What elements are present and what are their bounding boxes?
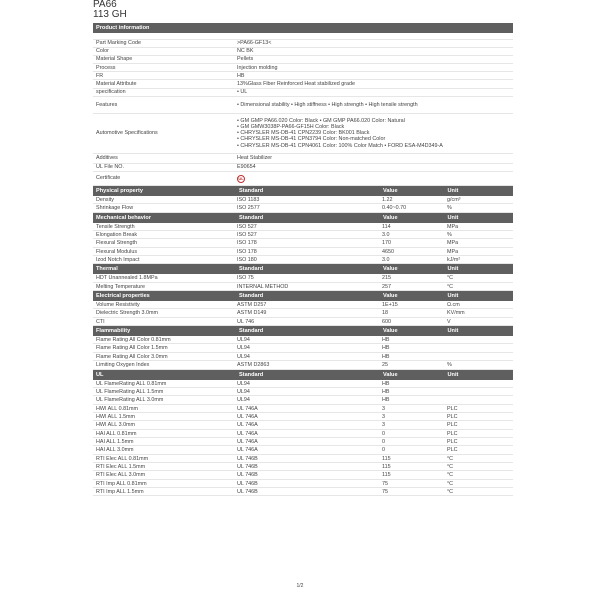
section-header bbox=[93, 370, 513, 380]
property-row bbox=[93, 455, 513, 463]
property-value: 0 bbox=[382, 438, 385, 445]
property-unit: V bbox=[447, 318, 451, 325]
info-label: Process bbox=[93, 64, 234, 72]
automotive-spec-line: • CHRYSLER MS-DB-41 CPN3794 Color: Non-matched Color bbox=[237, 136, 386, 143]
product-information-header bbox=[93, 23, 513, 33]
section-header bbox=[93, 264, 513, 274]
property-row bbox=[93, 353, 513, 361]
section-title: Mechanical behavior bbox=[96, 214, 152, 221]
property-name: UL FlameRating ALL 0.81mm bbox=[96, 380, 167, 387]
property-row bbox=[93, 396, 513, 404]
property-name: UL FlameRating ALL 1.5mm bbox=[96, 388, 164, 395]
property-name: Shrinkage Flow bbox=[96, 205, 134, 212]
info-value: >PA66-GF13< bbox=[234, 39, 513, 47]
property-row bbox=[93, 274, 513, 282]
property-name: HAI ALL 0.81mm bbox=[96, 430, 137, 437]
automotive-specs bbox=[234, 113, 513, 153]
column-header-unit: Unit bbox=[447, 188, 459, 194]
property-value: 18 bbox=[382, 310, 388, 317]
property-unit: PLC bbox=[447, 422, 458, 429]
property-value: 4650 bbox=[382, 248, 394, 255]
info-row bbox=[93, 88, 513, 96]
property-unit: °C bbox=[447, 488, 454, 495]
property-standard: ISO 180 bbox=[237, 257, 257, 264]
property-name: HDT Unannealed 1.8MPa bbox=[96, 275, 158, 282]
section-title: Product information bbox=[96, 25, 150, 31]
property-name: Volume Resistivity bbox=[96, 302, 140, 309]
page-number: 1/2 bbox=[296, 583, 304, 589]
property-standard: UL 746B bbox=[237, 488, 258, 495]
document-subtitle: 113 GH bbox=[93, 9, 127, 20]
property-name: RTI Elec ALL 0.81mm bbox=[96, 455, 149, 462]
column-header-value: Value bbox=[382, 328, 398, 335]
column-header-value: Value bbox=[382, 266, 398, 273]
section-title: Physical property bbox=[96, 188, 143, 194]
column-header-standard: Standard bbox=[238, 293, 264, 300]
property-name: Flame Rating All Color 0.81mm bbox=[96, 337, 171, 344]
property-unit: KV/mm bbox=[447, 310, 465, 317]
column-header-unit: Unit bbox=[447, 371, 459, 378]
column-header-standard: Standard bbox=[238, 188, 264, 194]
property-standard: ISO 178 bbox=[237, 240, 257, 247]
property-row bbox=[93, 344, 513, 352]
property-value: HB bbox=[382, 388, 390, 395]
property-unit: Ω.cm bbox=[447, 302, 460, 309]
info-row bbox=[93, 55, 513, 63]
property-value: 25 bbox=[382, 362, 388, 369]
property-value: 0 bbox=[382, 447, 385, 454]
property-name: HAI ALL 3.0mm bbox=[96, 447, 134, 454]
info-row bbox=[93, 153, 513, 163]
property-value: 0 bbox=[382, 430, 385, 437]
property-value: 3 bbox=[382, 413, 385, 420]
info-row bbox=[93, 80, 513, 88]
property-row bbox=[93, 301, 513, 309]
section-title: Electrical properties bbox=[96, 293, 150, 300]
property-standard: UL 746A bbox=[237, 405, 258, 412]
property-standard: UL 746A bbox=[237, 422, 258, 429]
property-value: 75 bbox=[382, 480, 388, 487]
info-label: Color bbox=[93, 47, 234, 55]
property-standard: UL94 bbox=[237, 380, 250, 387]
column-header-unit: Unit bbox=[447, 293, 459, 300]
property-name: RTI Imp ALL 1.5mm bbox=[96, 488, 144, 495]
property-row bbox=[93, 283, 513, 291]
property-standard: UL 746B bbox=[237, 455, 258, 462]
property-name: Melting Temperature bbox=[96, 283, 146, 290]
section-header bbox=[93, 326, 513, 336]
property-row bbox=[93, 318, 513, 326]
section-title: UL bbox=[96, 371, 104, 378]
property-value: 115 bbox=[382, 472, 391, 479]
property-value: 115 bbox=[382, 455, 391, 462]
property-value: 0.40~0.70 bbox=[382, 205, 407, 212]
property-sections bbox=[93, 186, 513, 496]
property-standard: UL 746A bbox=[237, 430, 258, 437]
section-title: Thermal bbox=[96, 266, 118, 273]
property-unit: PLC bbox=[447, 438, 458, 445]
property-unit bbox=[444, 396, 513, 403]
property-value: 1E+15 bbox=[382, 302, 398, 309]
property-standard: UL94 bbox=[237, 397, 250, 404]
automotive-spec-line: • CHRYSLER MS-DB-41 CPN4061 Color: 100% Color Match • FORD ESA-M4D349-A bbox=[237, 142, 443, 149]
property-standard: UL94 bbox=[237, 388, 250, 395]
property-row bbox=[93, 196, 513, 204]
property-value: 600 bbox=[382, 318, 391, 325]
property-value: 3.0 bbox=[382, 232, 390, 239]
info-row bbox=[93, 47, 513, 55]
info-label: UL File NO. bbox=[93, 163, 234, 171]
property-standard: ASTM D149 bbox=[237, 310, 267, 317]
property-unit: MPa bbox=[447, 248, 459, 255]
property-row bbox=[93, 463, 513, 471]
property-unit bbox=[444, 380, 513, 387]
property-unit bbox=[444, 353, 513, 360]
property-value: 114 bbox=[382, 223, 391, 230]
automotive-spec-line: • GM GMP PA66.020 Color: Black • GM GMP PA66.020 Color: Natural bbox=[237, 117, 405, 124]
info-value: Pellets bbox=[234, 55, 513, 63]
section-title: Flammability bbox=[96, 328, 131, 335]
property-row bbox=[93, 488, 513, 496]
info-label: Material Shape bbox=[93, 55, 234, 63]
property-standard: UL 746B bbox=[237, 472, 258, 479]
property-unit: °C bbox=[447, 455, 454, 462]
property-row bbox=[93, 430, 513, 438]
section-header bbox=[93, 213, 513, 223]
property-name: Tensile Strength bbox=[96, 223, 135, 230]
certificate-row bbox=[93, 172, 513, 186]
column-header-value: Value bbox=[382, 188, 398, 194]
property-value: 257 bbox=[382, 283, 391, 290]
column-header-value: Value bbox=[382, 293, 398, 300]
property-standard: UL94 bbox=[237, 345, 250, 352]
property-standard: ISO 1183 bbox=[237, 197, 260, 203]
property-row bbox=[93, 421, 513, 429]
property-unit: MPa bbox=[447, 223, 459, 230]
column-header-standard: Standard bbox=[238, 266, 264, 273]
property-unit: °C bbox=[447, 472, 454, 479]
property-name: HWI ALL 1.5mm bbox=[96, 413, 136, 420]
property-row bbox=[93, 446, 513, 454]
property-unit: g/cm³ bbox=[447, 197, 461, 203]
automotive-spec-line: • GM GMW3038P-PA66-GF15H Color: Black bbox=[237, 123, 345, 130]
section-header bbox=[93, 291, 513, 301]
document-title: PA66 bbox=[93, 0, 117, 10]
property-row bbox=[93, 231, 513, 239]
property-row bbox=[93, 223, 513, 231]
property-standard: ISO 75 bbox=[237, 275, 254, 282]
property-unit: kJ/m² bbox=[447, 257, 461, 264]
property-row bbox=[93, 480, 513, 488]
property-unit: PLC bbox=[447, 447, 458, 454]
property-standard: UL 746 bbox=[237, 318, 255, 325]
info-label: Features bbox=[93, 96, 234, 113]
property-standard: ISO 527 bbox=[237, 223, 257, 230]
property-unit bbox=[444, 344, 513, 351]
column-header-unit: Unit bbox=[447, 328, 459, 335]
property-row bbox=[93, 388, 513, 396]
property-name: Density bbox=[96, 197, 114, 203]
info-label: Material Attribute bbox=[93, 80, 234, 88]
info-row bbox=[93, 64, 513, 72]
column-header-standard: Standard bbox=[238, 214, 264, 221]
property-row bbox=[93, 413, 513, 421]
info-row bbox=[93, 72, 513, 80]
property-row bbox=[93, 471, 513, 479]
property-row bbox=[93, 405, 513, 413]
property-name: Limiting Oxygen Index bbox=[96, 362, 150, 369]
property-name: HAI ALL 1.5mm bbox=[96, 438, 134, 445]
property-row bbox=[93, 248, 513, 256]
property-row bbox=[93, 438, 513, 446]
property-name: Izod Notch Impact bbox=[96, 257, 140, 264]
property-name: UL FlameRating ALL 3.0mm bbox=[96, 397, 164, 404]
features-value: • Dimensional stability • High stiffness • High strength • High tensile strength bbox=[234, 96, 513, 113]
info-row bbox=[93, 39, 513, 47]
property-value: 3 bbox=[382, 422, 385, 429]
property-value: HB bbox=[382, 380, 390, 387]
property-standard: INTERNAL METHOD bbox=[237, 283, 289, 290]
property-standard: ASTM D2863 bbox=[237, 362, 270, 369]
property-row bbox=[93, 256, 513, 264]
automotive-row bbox=[93, 113, 513, 153]
property-name: Dielectric Strength 3.0mm bbox=[96, 310, 159, 317]
property-name: Flexural Modulus bbox=[96, 248, 138, 255]
ul-certificate-icon: UL bbox=[238, 175, 244, 181]
property-value: 1.22 bbox=[382, 197, 393, 203]
info-label: Automotive Specifications bbox=[93, 113, 234, 153]
property-unit bbox=[444, 336, 513, 343]
info-value: Heat Stabilizer bbox=[234, 153, 513, 163]
datasheet-page bbox=[93, 0, 513, 496]
property-unit: MPa bbox=[447, 240, 459, 247]
property-value: 3 bbox=[382, 405, 385, 412]
property-unit: PLC bbox=[447, 430, 458, 437]
property-unit: °C bbox=[447, 480, 454, 487]
property-unit: °C bbox=[447, 463, 454, 470]
property-standard: UL 746B bbox=[237, 480, 258, 487]
property-name: RTI Elec ALL 1.5mm bbox=[96, 463, 146, 470]
property-unit: % bbox=[447, 362, 452, 369]
property-value: HB bbox=[382, 345, 390, 352]
property-value: HB bbox=[382, 337, 390, 344]
property-standard: UL 746B bbox=[237, 463, 258, 470]
property-row bbox=[93, 361, 513, 369]
column-header-unit: Unit bbox=[447, 266, 459, 273]
property-value: 75 bbox=[382, 488, 388, 495]
property-value: HB bbox=[382, 397, 390, 404]
property-row bbox=[93, 380, 513, 388]
info-row bbox=[93, 163, 513, 171]
info-value: NC BK bbox=[234, 47, 513, 55]
property-name: RTI Elec ALL 3.0mm bbox=[96, 472, 146, 479]
product-information-table bbox=[93, 33, 513, 186]
section-header bbox=[93, 186, 513, 196]
info-value: HB bbox=[234, 72, 513, 80]
property-name: CTI bbox=[96, 318, 105, 325]
info-value: 13%Glass Fiber Reinforced Heat stabilized grade bbox=[234, 80, 513, 88]
info-value: E90654 bbox=[234, 163, 513, 171]
property-standard: UL 746A bbox=[237, 438, 258, 445]
column-header-value: Value bbox=[382, 214, 398, 221]
property-unit: PLC bbox=[447, 405, 458, 412]
property-standard: ISO 2577 bbox=[237, 205, 260, 212]
property-name: HWI ALL 0.81mm bbox=[96, 405, 139, 412]
property-name: Elongation Break bbox=[96, 232, 138, 239]
column-header-standard: Standard bbox=[238, 371, 264, 378]
property-standard: UL94 bbox=[237, 353, 250, 360]
property-standard: UL94 bbox=[237, 337, 250, 344]
property-name: Flame Rating All Color 3.0mm bbox=[96, 353, 168, 360]
property-row bbox=[93, 239, 513, 247]
property-name: Flexural Strength bbox=[96, 240, 138, 247]
property-standard: ISO 178 bbox=[237, 248, 257, 255]
property-name: Flame Rating All Color 1.5mm bbox=[96, 345, 168, 352]
property-row bbox=[93, 336, 513, 344]
info-label: Additives bbox=[93, 153, 234, 163]
property-unit: % bbox=[447, 232, 452, 239]
property-value: 170 bbox=[382, 240, 391, 247]
property-name: RTI Imp ALL 0.81mm bbox=[96, 480, 147, 487]
property-standard: UL 746A bbox=[237, 413, 258, 420]
property-unit: °C bbox=[447, 283, 454, 290]
info-value: Injection molding bbox=[234, 64, 513, 72]
property-standard: UL 746A bbox=[237, 447, 258, 454]
info-value: • UL bbox=[234, 88, 513, 96]
property-standard: ISO 527 bbox=[237, 232, 257, 239]
automotive-spec-line: • CHRYSLER MS-DB-41 CPN2239 Color: BK001 Black bbox=[237, 130, 370, 137]
info-label: Part Marking Code bbox=[93, 39, 234, 47]
property-unit: °C bbox=[447, 275, 454, 282]
column-header-value: Value bbox=[382, 371, 398, 378]
features-row bbox=[93, 96, 513, 113]
property-standard: ASTM D257 bbox=[237, 302, 267, 309]
property-value: 215 bbox=[382, 275, 391, 282]
info-label: Certificate bbox=[93, 172, 234, 186]
property-value: HB bbox=[382, 353, 390, 360]
property-name: HWI ALL 3.0mm bbox=[96, 422, 136, 429]
info-label: specification bbox=[93, 88, 234, 96]
info-label: FR bbox=[93, 72, 234, 80]
column-header-unit: Unit bbox=[447, 214, 459, 221]
property-value: 3.0 bbox=[382, 257, 390, 264]
column-header-standard: Standard bbox=[238, 328, 264, 335]
property-row bbox=[93, 309, 513, 317]
property-row bbox=[93, 204, 513, 212]
property-unit: % bbox=[447, 205, 452, 212]
property-value: 115 bbox=[382, 463, 391, 470]
property-unit: PLC bbox=[447, 413, 458, 420]
property-unit bbox=[444, 388, 513, 395]
